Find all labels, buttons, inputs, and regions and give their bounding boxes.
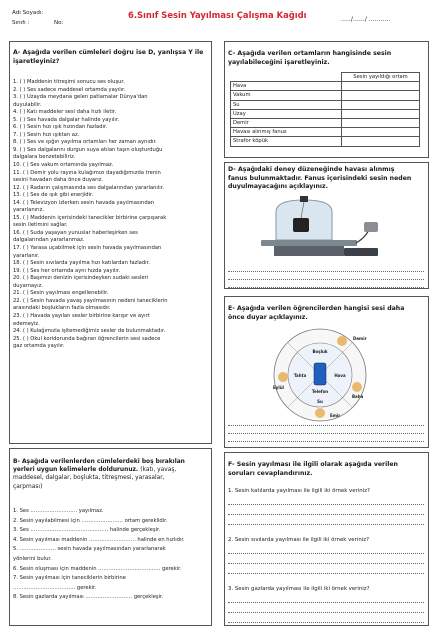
medium-name-cell: Su (231, 100, 342, 109)
section-c-heading-text2: yayılabileceğini işaretleyiniz. (228, 58, 330, 66)
list-item: 22. ( ) Sesin havada yavaş yayılmasının nedeni taneciklerin (13, 297, 168, 304)
section-a-list (13, 79, 210, 351)
wheel-bottom-outer-label: Emir (330, 413, 341, 418)
list-item: yararlanırız. (13, 207, 44, 214)
experiment-stand (274, 246, 344, 256)
section-a-heading-text: Aşağıda verilen cümleleri doğru ise D, yanlışsa Y ile (22, 49, 204, 56)
list-item: yönlerini bulur. (13, 555, 52, 562)
list-item: duyulabilir. (13, 101, 42, 108)
page-title: 6.Sınıf Sesin Yayılması Çalışma Kağıdı (128, 10, 307, 20)
list-item: 15. ( ) Maddenin içerisindeki tanecikler birbirine çarpışarak (13, 214, 167, 221)
section-b-heading (13, 458, 209, 491)
sound-medium-wheel-diagram (270, 327, 370, 423)
medium-name-cell: Demir (231, 118, 342, 127)
mark-cell[interactable] (342, 128, 420, 137)
table-header-cell: Sesin yayıldığı ortam (342, 73, 420, 82)
answer-line[interactable] (228, 426, 424, 434)
section-e-heading-line: önce duyar açıklayınız. (228, 313, 308, 321)
section-d-heading-line: duyulmayacağını açıklayınız. (228, 183, 328, 191)
answer-line[interactable] (228, 613, 424, 623)
table-row (231, 82, 420, 91)
list-item: 7. ( ) Sesin hızı ışıktan az. (13, 131, 80, 138)
section-e-heading-line: Aşağıda verilen öğrencilerden hangisi sesi daha (236, 305, 405, 312)
list-item: 21. ( ) Sesin yayılması engellenebilir. (13, 290, 109, 297)
list-item: edemeyiz. (13, 320, 40, 327)
mark-cell[interactable] (342, 91, 420, 100)
list-item: 14. ( ) Televizyon izlerken sesin havada yayılmasından (13, 199, 155, 206)
list-item: duyamayız. (13, 282, 43, 289)
list-item: 1. ( ) Maddenin titreşimi sonucu ses oluşur. (13, 79, 125, 85)
list-item: 3. ( ) Uzayda meydana gelen patlamalar Dünya'dan (13, 94, 148, 101)
section-b-list (13, 507, 210, 603)
medium-name-cell: Havası alınmış fanus (231, 128, 342, 137)
list-item: 5. ………………… sesin havada yayılmasından yararlanarak (13, 546, 166, 553)
list-item: 12. ( ) Radarın çalışmasında ses dalgalarından yararlanılır. (13, 184, 165, 191)
medium-name-cell: Vakum (231, 91, 342, 100)
class-label: Sınıfı : (12, 20, 30, 26)
list-item: 6. Sesin oluşması için maddenin ……………………………… gerekir. (13, 565, 182, 572)
list-item: yararlanır. (13, 252, 40, 259)
list-item: dalgalarından yararlanmaz. (13, 237, 85, 244)
wheel-left-inner-label: Tahta (293, 373, 307, 378)
student-avatar-right (352, 382, 362, 392)
section-b-heading-line: çarpması) (13, 483, 43, 490)
list-item: 19. ( ) Ses her ortamda aynı hızda yayılır. (13, 267, 121, 274)
experiment-base-plate (261, 240, 357, 246)
section-e-label: E- (228, 305, 235, 312)
section-f-heading-line: Sesin yayılması ile ilgili olarak aşağıda verilen (236, 461, 398, 468)
medium-name-cell: Hava (231, 82, 342, 91)
section-b-label: B- (13, 459, 20, 465)
list-item: 11. ( ) Demir yolu rayına kulağımızı dayadığımızda trenin (13, 169, 161, 176)
table-row (231, 128, 420, 137)
section-a-label: A- (13, 49, 21, 56)
list-item: 7. Sesin yayılması için taneciklerin birbirine (13, 575, 126, 582)
mark-cell[interactable] (342, 137, 420, 146)
student-avatar-top (337, 336, 347, 346)
list-item: 2. ( ) Ses sadece maddesel ortamda yayılır. (13, 86, 126, 93)
list-item: 10. ( ) Ses vakum ortamında yayılmaz. (13, 162, 114, 169)
list-item: 18. ( ) Sesin sıvılarda yayılma hızı katılardan fazladır. (13, 260, 150, 267)
section-f-heading (228, 461, 426, 478)
list-item: 20. ( ) Başımızı denizin içerisindeyken sudaki sesleri (13, 275, 149, 282)
section-b-heading-line: (katı, yavaş, (140, 467, 177, 474)
mark-cell[interactable] (342, 109, 420, 118)
section-c-heading-text: Aşağıda verilen ortamların hangisinde sesin (237, 50, 392, 57)
medium-name-cell: Strafor köpük (231, 137, 342, 146)
medium-name-cell: Uzay (231, 109, 342, 118)
section-b-heading-line: maddesel, dalgalar, boşlukta, titreşmesi, yarasalar, (13, 475, 165, 482)
list-item: 24. ( ) Kulağımızla işitemediğimiz sesler de bulunmaktadır. (13, 328, 166, 335)
section-e-heading (228, 305, 426, 322)
answer-line[interactable] (228, 592, 424, 603)
vacuum-pump-icon (364, 222, 378, 232)
section-b-heading-line: yerleri uygun kelimelerle doldurunuz. (13, 467, 139, 474)
section-c-label: C- (228, 50, 236, 57)
answer-line[interactable] (228, 494, 424, 505)
wheel-top-outer-label: Demir (353, 336, 367, 341)
list-item: 13. ( ) Ses de ışık gibi enerjidir. (13, 192, 94, 199)
wheel-top-inner-label: Boşluk (312, 349, 328, 354)
section-d-answer-lines[interactable] (228, 264, 424, 288)
list-item: 4. Sesin yayılması maddenin ……………………… halinde en hızlıdır. (13, 536, 185, 543)
list-item: 17. ( ) Yarasa uçabilmek için sesin havada yayılmasından (13, 245, 162, 252)
list-item: 6. ( ) Sesin hızı ışık hızından fazladır. (13, 124, 108, 131)
table-header-empty (231, 73, 342, 82)
section-f-q2 (228, 537, 424, 574)
mark-cell[interactable] (342, 100, 420, 109)
list-item: ……………………………… gerekir. (13, 584, 97, 591)
list-item: 16. ( ) Suda yaşayan yunuslar haberleşirken ses (13, 229, 138, 236)
answer-line[interactable] (228, 505, 424, 515)
answer-line[interactable] (228, 418, 424, 426)
student-avatar-bottom (315, 408, 325, 418)
question-text: 3. Sesin gazlarda yayılması ile ilgili iki örnek veriniz? (228, 586, 370, 592)
answer-line[interactable] (228, 564, 424, 574)
answer-line[interactable] (228, 434, 424, 442)
section-f-q1 (228, 488, 424, 525)
list-item: 5. ( ) Ses havada dalgalar halinde yayılır. (13, 116, 120, 123)
section-e-answer-lines[interactable] (228, 418, 424, 442)
answer-line[interactable] (228, 603, 424, 613)
list-item: sesin iletimini sağlar. (13, 222, 68, 229)
answer-line[interactable] (228, 543, 424, 554)
table-row (231, 137, 420, 146)
table-header-row (231, 73, 420, 82)
section-d-heading (228, 166, 426, 192)
jar-knob (300, 196, 308, 202)
section-d-heading-line: Aşağıdaki deney düzeneğinde havası alınmış (237, 166, 395, 173)
section-d-label: D- (228, 166, 236, 173)
list-item: 8. Sesin gazlarda yayılması ……………………… gerçekleşir. (13, 594, 164, 601)
question-text: 1. Sesin katılarda yayılması ile ilgili iki örnek veriniz? (228, 488, 370, 494)
wheel-bottom-inner-label: Su (317, 399, 323, 404)
mark-cell[interactable] (342, 118, 420, 127)
section-c-heading (228, 50, 426, 67)
wheel-left-outer-label: Eylül (273, 385, 284, 390)
section-f-heading-line: soruları cevaplandırınız. (228, 469, 313, 477)
list-item: arasındaki boşlukların fazla olmasıdır. (13, 305, 111, 312)
list-item: 8. ( ) Ses ve ışığın yayılma ortamları her zaman aynıdır. (13, 139, 157, 146)
list-item: 4. ( ) Katı maddeler sesi daha hızlı iletir. (13, 109, 117, 116)
section-b-heading-line: Aşağıda verilenlerden cümlelerdeki boş bırakılan (22, 459, 185, 465)
wheel-right-inner-label: Hava (334, 373, 346, 378)
list-item: 2. Sesin yayılabilmesi için …………………… ortam gereklidir. (13, 517, 168, 524)
answer-line[interactable] (228, 264, 424, 272)
table-row (231, 109, 420, 118)
pump-base (344, 248, 378, 256)
list-item: 23. ( ) Havada yayılan sesler birbirine karışır ve ayırt (13, 312, 150, 319)
table-row (231, 100, 420, 109)
name-label: Adı Soyadı: (12, 10, 44, 16)
medium-table (230, 72, 420, 147)
section-f-q3 (228, 586, 424, 623)
answer-line[interactable] (228, 280, 424, 288)
date-field: …../……/ ……….. (341, 16, 391, 23)
table-row (231, 118, 420, 127)
list-item: sesini havadan daha önce duyarız. (13, 177, 104, 184)
question-text: 2. Sesin sıvılarda yayılması ile ilgili iki örnek veriniz? (228, 537, 369, 543)
answer-line[interactable] (228, 515, 424, 525)
list-item: 1. Ses ……………………… yayılmaz. (13, 508, 104, 514)
student-avatar-left (278, 372, 288, 382)
list-item: 3. Ses ……………………………………… halinde gerçekleşir. (13, 527, 161, 534)
section-f-label: F- (228, 461, 235, 468)
wheel-right-outer-label: Baha (352, 394, 364, 399)
phone-icon (314, 363, 326, 385)
section-d-heading-line: fanus bulunmaktadır. Fanus içerisindeki sesin neden (228, 174, 412, 182)
vacuum-jar-experiment-image (256, 196, 386, 258)
list-item: dalgalara benzetebiliriz. (13, 154, 76, 161)
answer-line[interactable] (228, 554, 424, 564)
list-item: 9. ( ) Ses dalgalarını durgun suya atılan taşın oluşturduğu (13, 146, 163, 153)
table-row (231, 91, 420, 100)
section-a-heading-text2: işaretleyiniz? (13, 57, 60, 65)
mark-cell[interactable] (342, 82, 420, 91)
wheel-center-label: Telefon (311, 389, 329, 394)
list-item: gaz ortamda yayılır. (13, 343, 65, 350)
answer-line[interactable] (228, 272, 424, 280)
section-a-heading (13, 49, 209, 66)
list-item: 25. ( ) Okul koridorunda bağıran öğrencilerin sesi sadece (13, 335, 161, 342)
no-label: No: (54, 20, 64, 26)
alarm-clock-icon (293, 218, 309, 232)
